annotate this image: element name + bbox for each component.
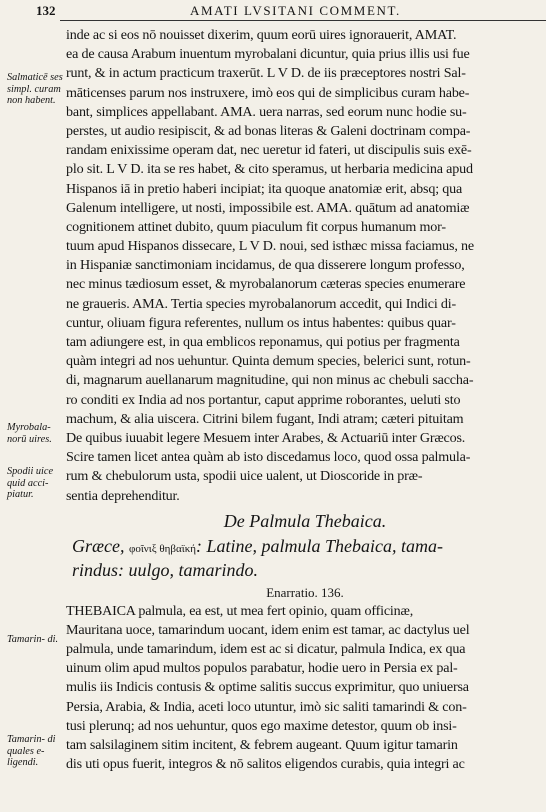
text-line: di, magnarum auellanarum magnitudine, qui non minus ac chebuli saccha- (66, 372, 474, 389)
names-line-2: rindus: uulgo, tamarindo. (72, 559, 259, 580)
text-line: cognitionem attinet dubito, quum piaculum fit corpus humanum mor- (66, 218, 446, 235)
text-line: sentia deprehenditur. (66, 487, 180, 504)
text-line: māticenses parum nos instruxere, imò eos qui de simplicibus curam habe- (66, 84, 470, 101)
text-line: uinum olim apud multos populos parabatur, hodie uero in Persia ex pal- (66, 660, 458, 677)
text-line: tam salsilaginem sitim incitent, & febrem augeant. Quum igitur tamarin (66, 737, 458, 753)
page-header (0, 0, 546, 20)
names-line (66, 534, 544, 558)
text-line: rum & chebulorum usta, spodii uice ualent, ut Dioscoride in præ- (66, 468, 423, 485)
text-line: tam adiungere est, in qua emblicos reponamus, qui potius per fragmenta (66, 334, 460, 350)
page-number: 132 (36, 3, 56, 18)
text-line: perstes, ut audio resipiscit, & ad bonas literas & Galeni doctrinam compa- (66, 122, 471, 139)
text-line: runt, & in actum practicum traxerūt. L V D. de iis præceptores nostri Sal- (66, 65, 466, 82)
text-line: dis uti opus fuerit, integros & nō salitos eligendos curabis, quia integri ac (66, 756, 465, 773)
margin-note: Tamarin- di. (7, 634, 59, 645)
margin-note: Tamarin- di quales e- ligendi. (7, 734, 56, 768)
text-line: ne graueris. AMA. Tertia species myrobalanorum accedit, qui Indici di- (66, 295, 457, 312)
margin-note: Salmaticē ses simpl. curam non habent. (7, 72, 63, 106)
names-rest: : Latine, palmula Thebaica, tama- (196, 535, 444, 556)
margin-note: Myrobala- norū uires. (7, 422, 52, 445)
text-line: quàm integri ad nos ueh​untur. Quinta demum species, belerici sunt, rotun- (66, 353, 471, 370)
main-text (66, 26, 544, 774)
text-line: palmula, unde tamarindum, idem est ac si dicatur, palmula Indica, ex qua (66, 641, 466, 658)
text-line: Mauritana uoce, tamarindum uocant, idem enim est tamar, ac dactylus uel (66, 621, 470, 638)
text-line: inde ac si eos nō nouisset dixerim, quum eorū uires ignorauerit, AMAT. (66, 27, 457, 43)
text-line: Persia, Arabia, & India, aceti loco utuntur, imò sic saliti tamarindi & con- (66, 698, 467, 715)
text-line: machum, & alia uiscera. Citrini bilem fugant, Indi atram; cæteri pituitam (66, 410, 464, 427)
greek-name: φοῖνιξ θηβαϊκή (129, 542, 197, 555)
enarratio-heading: Enarratio. 136. (266, 584, 344, 600)
text-line: tusi plerunq; ad nos ueh​untur, quos ego maxime detestor, quum ob insi- (66, 717, 457, 734)
text-line: ro conditi ex India ad nos portantur, caput apprime roborantes, ueluti sto (66, 391, 461, 408)
text-line: Hispanos iā in pretio haberi incipiat; ita quoque anatomiæ erit, absq; qua (66, 180, 463, 197)
margin-note: Spodii uice quid acci- piatur. (7, 466, 54, 500)
text-line: De quibus iuuabit legere Mesuem inter Arabes, & Actuariū inter Græcos. (66, 429, 466, 446)
text-line: tuum apud Hispanos dissecare, L V D. noui, sed isthæc missa faciamus, ne (66, 238, 474, 255)
running-head: AMATI LVSITANI COMMENT. (190, 3, 401, 18)
text-line: THEBAICA palmula, ea est, ut mea fert opinio, quam officinæ, (66, 602, 414, 619)
names-prefix: Græce, (72, 535, 125, 556)
text-line: mulis iis Indicis contusis & optime salitis succus exprimitur, quo uniuersa (66, 679, 469, 696)
text-line: ea de causa Arabum inuentum myrobalani dicuntur, quia prius illis usi fue (66, 46, 470, 63)
text-line: nec minus tædiosum esset, & myrobalanorum cæteras species enumerare (66, 276, 466, 293)
text-line: bant, simplices appellabant. AMA. uera narras, sed eorum nunc hodie su- (66, 103, 467, 120)
section-title: De Palmula Thebaica. (223, 510, 387, 531)
text-line: Galenum intelligere, ut nosti, impossibile est. AMA. quātum ad anatomiæ (66, 199, 470, 216)
text-line: plo sit. L V D. ita se res habet, & cito speramus, ut herbaria medicina apud (66, 161, 473, 178)
text-line: cuntur, oliuam figura referentes, nullum os intus habentes: quibus quar- (66, 314, 456, 331)
text-line: in Hispaniæ sanctimoniam incidamus, de qua disserere longum professo, (66, 257, 465, 274)
header-rule (60, 20, 546, 21)
text-line: Scire tamen licet antea quàm ab isto discedamus loco, quod ossa palmula- (66, 449, 471, 466)
text-line: randam enixissime operam dat, nec ueretur id fateri, ut discipulis suis exē- (66, 142, 472, 159)
